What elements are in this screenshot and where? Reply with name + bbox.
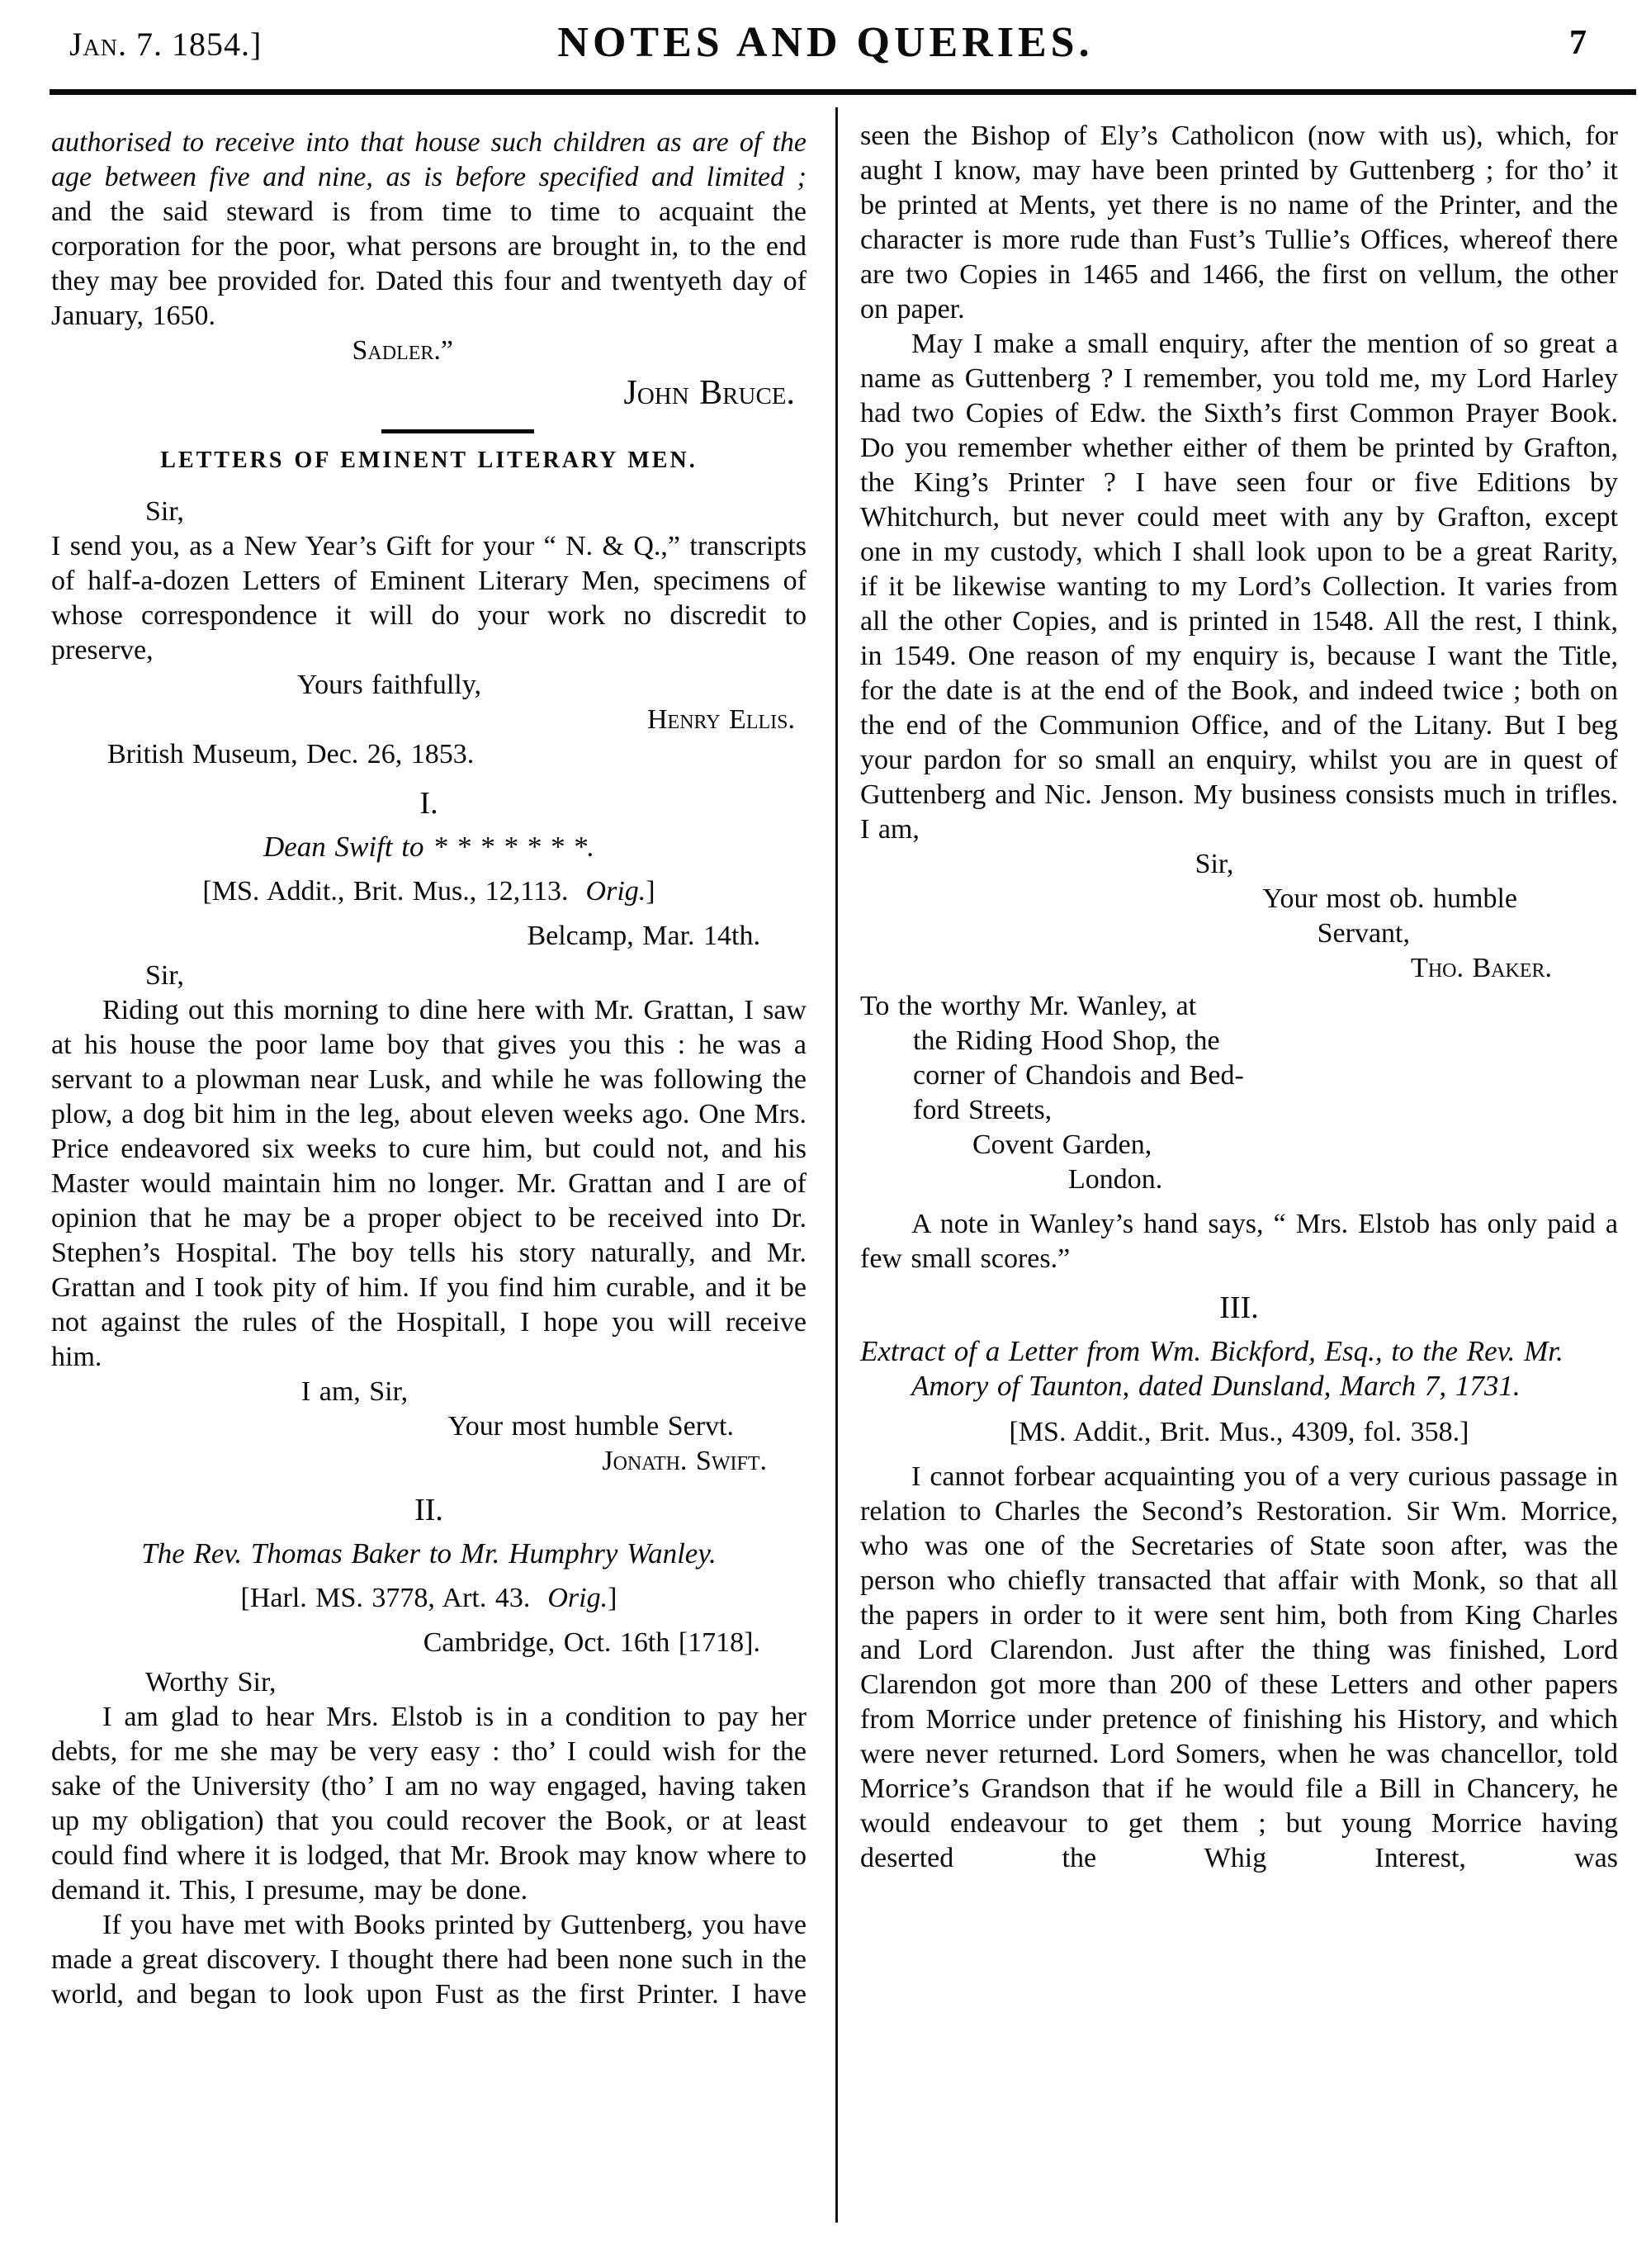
letter1-body: Riding out this morning to dine here with Mr. Grattan, I saw at his house the poor lame boy that gives you this : he was a servant to a plowman near Lusk, and while he was following the plow, a dog bit him in the leg, about eleven weeks ago. One Mrs. Price endeavored six weeks to cure him, but could not, and his Master would maintain him no longer. Mr. Grattan and I are of opinion that he may be a proper object to be received into Dr. Stephen’s Hospital. The boy tells his story naturally, and Mr. Grattan and I took pity of him. If you find him curable, and it be not against the rules of the Hospitall, I hope you will receive him. (51, 995, 807, 1372)
letter2-valediction-humble: Your most ob. humble (1262, 883, 1517, 914)
letter1-ms-prefix: [MS. Addit., Brit. Mus., 12,113. (202, 876, 569, 907)
letter1-ms-orig: Orig. (585, 876, 646, 907)
header-issue-date: Jan. 7. 1854.] (69, 26, 263, 63)
continued-paragraph-roman: and the said steward is from time to time to acquaint the corporation for the poor, what persons are brought in, to the end they may bee provided for. Dated this four and twentyeth day of January, 1650. (51, 196, 807, 331)
letter2-body-paragraph-1: I am glad to hear Mrs. Elstob is in a condition to pay her debts, for me she may be very easy : tho’ I could wish for the sake of the University (tho’ I am no way engaged, having taken up my obligation) that you could recover the Book, or at least could find where it is lodged, that Mr. Brook may know where to demand it. This, I presume, may be done. (51, 1702, 807, 1906)
letter1-salutation: Sir, (145, 960, 184, 991)
address-line: London. (1068, 1164, 1163, 1195)
signature-jonath-swift: Jonath. Swift. (602, 1446, 767, 1476)
letter2-salutation: Worthy Sir, (145, 1667, 277, 1697)
ellis-valediction: Yours faithfully, (296, 670, 482, 700)
wanley-note-paragraph: A note in Wanley’s hand says, “ Mrs. Elstob has only paid a few small scores.” (860, 1209, 1618, 1274)
address-line: Covent Garden, (972, 1129, 1152, 1160)
letter1-number: I. (419, 786, 438, 821)
letter2-number: II. (414, 1493, 443, 1527)
letter1-valediction-1: I am, Sir, (300, 1376, 409, 1407)
letter1-ms-reference (51, 874, 807, 909)
ellis-dateline: British Museum, Dec. 26, 1853. (107, 739, 475, 769)
letter3-ms-reference: [MS. Addit., Brit. Mus., 4309, fol. 358.] (1009, 1417, 1469, 1447)
section-divider-rule (381, 429, 534, 433)
letter1-title: Dean Swift to * * * * * * *. (263, 831, 595, 863)
signature-john-bruce: John Bruce. (623, 374, 795, 412)
signature-tho-baker: Tho. Baker. (1411, 953, 1552, 983)
section-heading: LETTERS OF EMINENT LITERARY MEN. (160, 447, 698, 473)
letter2-body-paragraph-2: If you have met with Books printed by Guttenberg, you have made a great discovery. I thought there had been none such in the world, and began to look upon Fust as the first Printer. I have (51, 1910, 807, 2010)
left-column (51, 125, 807, 2012)
address-line: the Riding Hood Shop, the (913, 1025, 1220, 1056)
letter2-ms-orig: Orig. (547, 1583, 608, 1613)
letter2-ms-prefix: [Harl. MS. 3778, Art. 43. (240, 1583, 531, 1613)
signature-sadler: Sadler.” (352, 335, 453, 366)
letter1-valediction-2: Your most humble Servt. (447, 1411, 734, 1442)
address-line: ford Streets, (913, 1095, 1053, 1125)
letter2-valediction-servant: Servant, (1317, 918, 1410, 949)
letter3-title: Extract of a Letter from Wm. Bickford, Esq., to the Rev. Mr. Amory of Taunton, dated Dunsland, March 7, 1731. (860, 1335, 1563, 1402)
address-line: To the worthy Mr. Wanley, at (860, 991, 1197, 1021)
page-title: NOTES AND QUERIES. (557, 19, 1094, 66)
letter2-dateline: Cambridge, Oct. 16th [1718]. (423, 1627, 760, 1658)
letter2-valediction-sir: Sir, (1194, 849, 1234, 879)
header-rule (50, 89, 1636, 95)
continued-paragraph-italic: authorised to receive into that house such children as are of the age between five and nine, as is before specified and limited ; (51, 127, 807, 192)
letter2-enquiry-paragraph: May I make a small enquiry, after the mention of so great a name as Guttenberg ? I remember, you told me, my Lord Harley had two Copies of Edw. the Sixth’s first Common Prayer Book. Do you remember whether either of them be printed by Grafton, the King’s Printer ? I have seen four or five Editions by Whitchurch, but never could meet with any by Grafton, except one in my custody, which I shall look upon to be a great Rarity, if it be likewise wanting to my Lord’s Collection. It varies from all the other Copies, and is printed in 1548. All the rest, I think, in 1549. One reason of my enquiry is, because I want the Title, for the date is at the end of the Book, and indeed twice ; both on the end of the Communion Office, and of the Litany. But I beg your pardon for so small an enquiry, whilst you are in quest of Guttenberg and Nic. Jenson. My business consists much in trifles. I am, (860, 329, 1618, 845)
letter2-ms-reference (51, 1581, 807, 1616)
right-column (860, 119, 1618, 1876)
letter2-continuation-paragraph: seen the Bishop of Ely’s Catholicon (now with us), which, for aught I know, may have been printed by Guttenberg ; for tho’ it be printed at Ments, yet there is no name of the Printer, and the character is more rude than Fust’s Tullie’s Offices, whereof there are two Copies in 1465 and 1466, the first on vellum, the other on paper. (860, 121, 1618, 324)
column-divider-rule (835, 107, 838, 2223)
letter2-ms-suffix: ] (608, 1583, 617, 1613)
letter3-number: III. (1219, 1290, 1259, 1325)
page-number: 7 (1569, 24, 1587, 62)
address-line: corner of Chandois and Bed- (913, 1060, 1244, 1091)
address-block (860, 989, 1618, 1197)
letter3-body: I cannot forbear acquainting you of a very curious passage in relation to Charles the Second’s Restoration. Sir Wm. Morrice, who was one of the Secretaries of State soon after, was the person who chiefly transacted that affair with Monk, so that all the papers in order to it were sent him, both from King Charles and Lord Clarendon. Just after the thing was finished, Lord Clarendon got more than 200 of these Letters and other papers from Morrice under pretence of finishing his History, and which were never returned. Lord Somers, when he was chancellor, told Morrice’s Grandson that if he would file a Bill in Chancery, he would endeavour to get them ; but young Morrice having deserted the Whig Interest, was (860, 1461, 1618, 1873)
letter1-dateline: Belcamp, Mar. 14th. (527, 921, 760, 951)
letter1-ms-suffix: ] (646, 876, 655, 907)
letter2-title: The Rev. Thomas Baker to Mr. Humphry Wanley. (141, 1537, 717, 1570)
continued-paragraph (51, 125, 807, 334)
ellis-salutation: Sir, (145, 496, 184, 527)
signature-henry-ellis: Henry Ellis. (647, 704, 795, 735)
ellis-letter-body: I send you, as a New Year’s Gift for your “ N. & Q.,” transcripts of half-a-dozen Letters of Eminent Literary Men, specimens of whose correspondence it will do your work no discredit to preserve, (51, 531, 807, 665)
